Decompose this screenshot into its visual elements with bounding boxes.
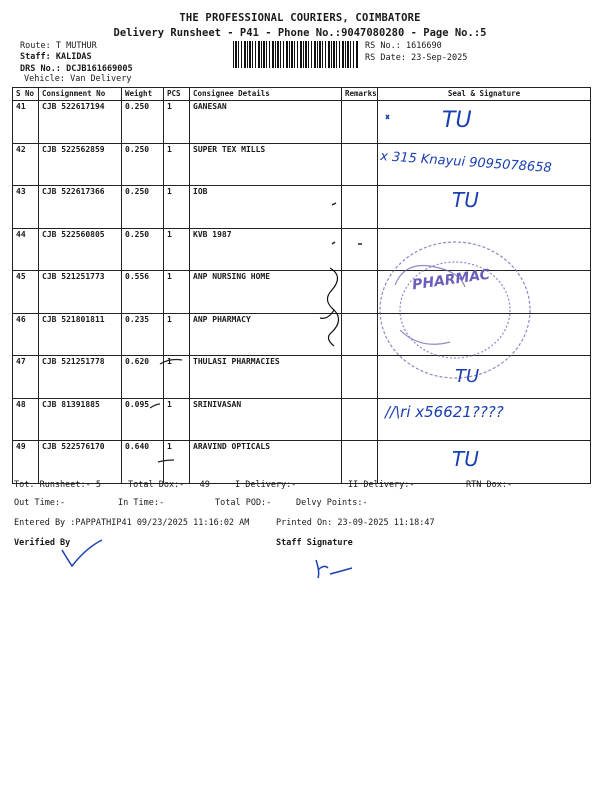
rtn-dox: RTN Dox:- xyxy=(466,480,513,490)
table-row: 49 CJB 522576170 0.640 1 ARAVIND OPTICALS xyxy=(13,441,591,484)
vehicle-line: Vehicle: Van Delivery xyxy=(24,74,132,84)
pen-mark xyxy=(150,404,160,408)
col-remarks: Remarks xyxy=(342,88,378,101)
staff-line: Staff: KALIDAS xyxy=(20,52,92,62)
table-row: 47 CJB 521251778 0.620 1 THULASI PHARMACIES xyxy=(13,356,591,399)
signature-48: //\ri x56621???? xyxy=(385,403,504,421)
i-delivery: I Delivery:- xyxy=(235,480,297,490)
col-sno: S No xyxy=(13,88,39,101)
signature-43: TU xyxy=(452,188,479,212)
stamp-text: PHARMAC xyxy=(411,266,491,294)
col-seal: Seal & Signature xyxy=(378,88,591,101)
entered-by: Entered By :PAPPATHIP41 09/23/2025 11:16:02 AM xyxy=(14,518,250,528)
drs-line: DRS No.: DCJB161669005 xyxy=(20,64,133,74)
bracket-mark xyxy=(320,268,339,346)
signature-47: TU xyxy=(455,366,480,387)
total-dox: Total Dox:- 49 xyxy=(128,480,210,490)
delvy-points: Delvy Points:- xyxy=(296,498,368,508)
tot-runsheet: Tot. Runsheet:- 5 xyxy=(14,480,101,490)
table-row: 44 CJB 522560805 0.250 1 KVB 1987 xyxy=(13,228,591,271)
pen-mark xyxy=(332,242,362,244)
rs-date-line: RS Date: 23-Sep-2025 xyxy=(365,53,468,63)
printed-on: Printed On: 23-09-2025 11:18:47 xyxy=(276,518,435,528)
out-time: Out Time:- xyxy=(14,498,66,508)
pen-mark xyxy=(158,460,174,462)
in-time: In Time:- xyxy=(118,498,165,508)
signature-41-tick xyxy=(386,115,389,119)
table-row: 41 CJB 522617194 0.250 1 GANESAN xyxy=(13,101,591,144)
staff-signature-scribble xyxy=(316,560,352,578)
table-row: 46 CJB 521801811 0.235 1 ANP PHARMACY xyxy=(13,313,591,356)
col-consignee: Consignee Details xyxy=(190,88,342,101)
col-consignment: Consignment No xyxy=(39,88,122,101)
pharmacy-stamp xyxy=(380,242,530,378)
route-line: Route: T MUTHUR xyxy=(20,41,97,51)
rs-no-line: RS No.: 1616690 xyxy=(365,41,442,51)
col-weight: Weight xyxy=(122,88,164,101)
signature-42: x 315 Knayui 9095078658 xyxy=(379,149,553,176)
table-row: 42 CJB 522562859 0.250 1 SUPER TEX MILLS xyxy=(13,143,591,186)
staff-signature-label: Staff Signature xyxy=(276,538,353,548)
ii-delivery: II Delivery:- xyxy=(348,480,415,490)
table-row: 48 CJB 81391885 0.095 1 SRINIVASAN xyxy=(13,398,591,441)
table-row: 43 CJB 522617366 0.250 1 IOB xyxy=(13,186,591,229)
signature-41: TU xyxy=(442,108,472,133)
pen-mark xyxy=(332,203,336,205)
total-pod: Total POD:- xyxy=(215,498,272,508)
runsheet-subtitle: Delivery Runsheet - P41 - Phone No.:9047080280 - Page No.:5 xyxy=(113,27,487,39)
pen-mark xyxy=(160,360,182,365)
signature-49: TU xyxy=(452,447,479,471)
company-title: THE PROFESSIONAL COURIERS, COIMBATORE xyxy=(179,12,421,24)
verified-by-label: Verified By xyxy=(14,538,71,548)
col-pcs: PCS xyxy=(164,88,190,101)
table-row: 45 CJB 521251773 0.556 1 ANP NURSING HOME xyxy=(13,271,591,314)
